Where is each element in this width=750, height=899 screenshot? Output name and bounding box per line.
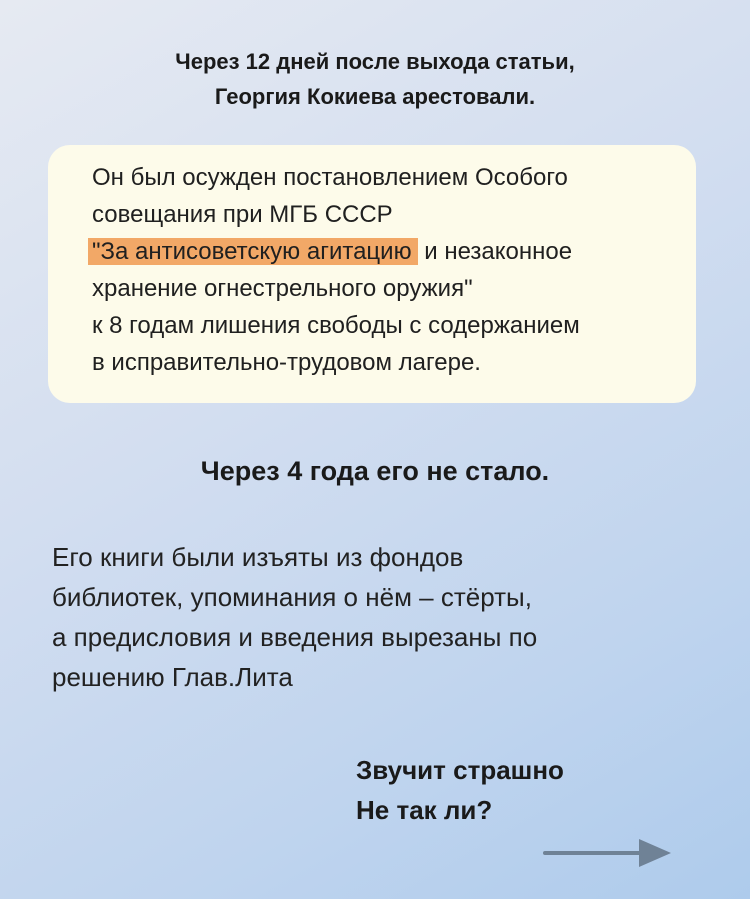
- page-title: [0, 44, 750, 114]
- quote-line-1: Он был осужден постановлением Особого: [92, 164, 568, 191]
- subheading: Через 4 года его не стало.: [200, 456, 550, 486]
- page-title-line-1: Через 12 дней после выхода статьи,: [175, 49, 575, 74]
- highlighted-charge: "За антисоветскую агитацию: [88, 238, 418, 265]
- body-paragraph: [52, 537, 712, 697]
- paragraph-line-2: библиотек, упоминания о нём – стёрты,: [52, 582, 532, 612]
- closing-line-2: Не так ли?: [356, 795, 493, 825]
- page-title-line-2: Георгия Кокиева арестовали.: [214, 84, 536, 109]
- closing-question: [356, 750, 564, 830]
- quote-line-3: [92, 233, 676, 270]
- quote-line-6: в исправительно-трудовом лагере.: [92, 349, 481, 376]
- arrow-right-icon[interactable]: [543, 836, 673, 870]
- paragraph-line-1: Его книги были изъяты из фондов: [52, 542, 464, 572]
- paragraph-line-4: решению Глав.Лита: [52, 662, 293, 692]
- quote-line-5: к 8 годам лишения свободы с содержанием: [92, 312, 580, 339]
- quote-line-3-rest: и незаконное: [417, 238, 573, 265]
- quote-line-4: хранение огнестрельного оружия": [92, 275, 473, 302]
- paragraph-line-3: а предисловия и введения вырезаны по: [52, 622, 538, 652]
- verdict-quote-card: [48, 145, 696, 403]
- closing-line-1: Звучит страшно: [356, 755, 564, 785]
- quote-line-2: совещания при МГБ СССР: [92, 201, 393, 228]
